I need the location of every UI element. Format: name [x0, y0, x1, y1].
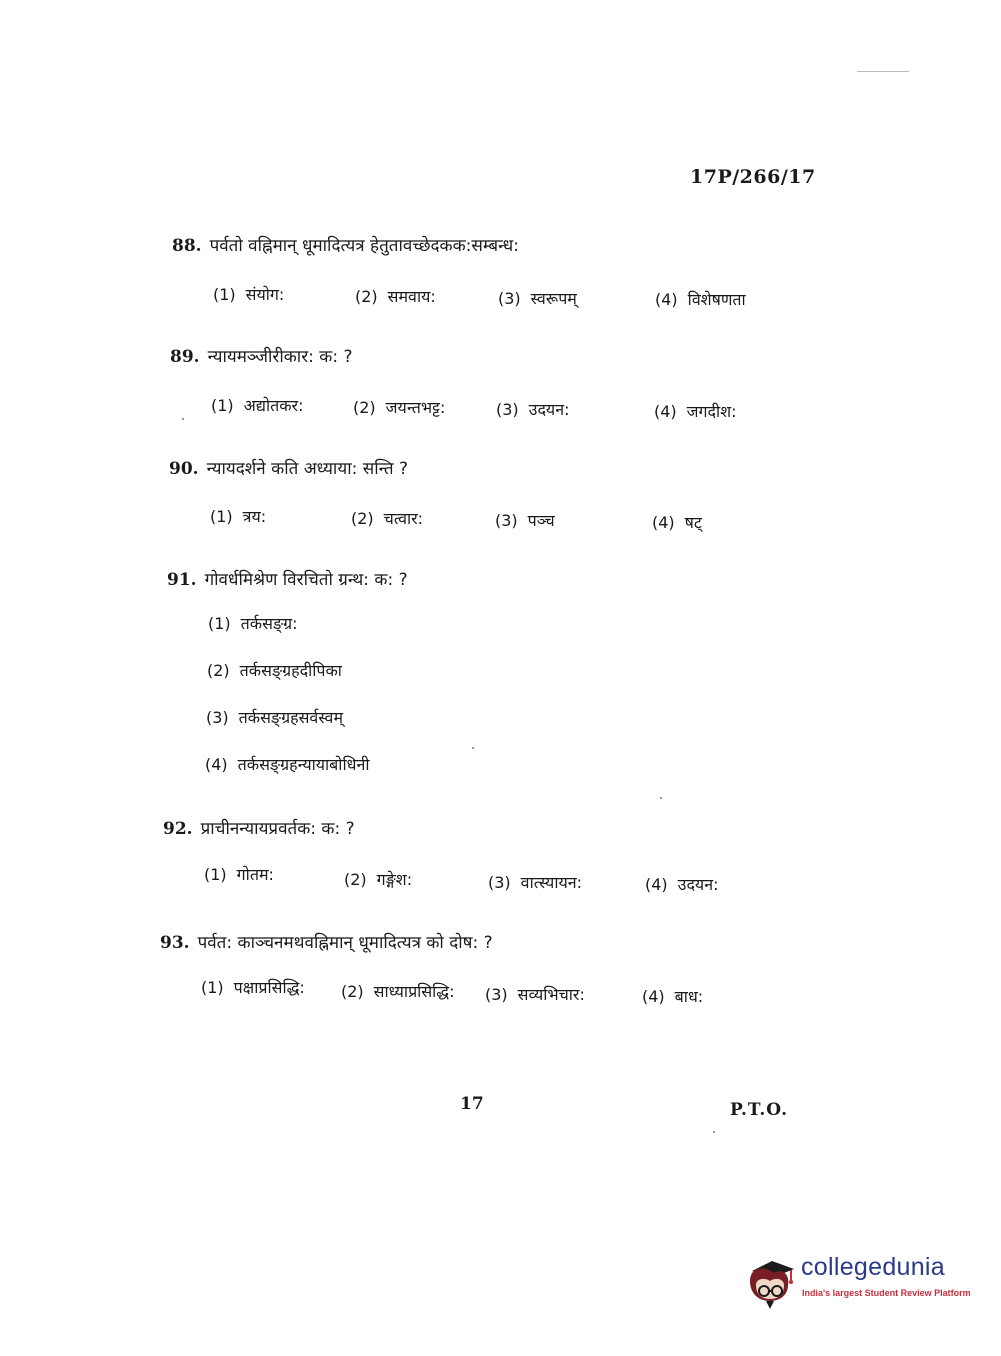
option: (1) अद्योतकर:: [211, 396, 304, 415]
option: (4) तर्कसङ्ग्रहन्यायाबोधिनी: [205, 755, 370, 774]
option: (3) वात्स्यायन:: [488, 873, 583, 892]
logo-wordmark: collegedunia: [801, 1253, 945, 1281]
question-text: न्यायमञ्जीरीकार: क: ?: [207, 347, 353, 367]
option: (3) पञ्च: [495, 511, 555, 530]
question-number: 92.: [163, 819, 193, 839]
question-text: न्यायदर्शने कति अध्याया: सन्ति ?: [206, 459, 408, 479]
option: (3) सव्यभिचार:: [485, 985, 585, 1004]
option: (3) उदयन:: [496, 400, 570, 419]
pto-label: P.T.O.: [730, 1100, 788, 1120]
question-number: 93.: [160, 933, 190, 953]
question-88: [172, 233, 519, 256]
option: (4) षट्: [652, 513, 702, 532]
scan-speck: [660, 797, 662, 799]
option: (1) पक्षाप्रसिद्धि:: [201, 978, 305, 997]
option: (1) त्रय:: [210, 507, 267, 526]
option: (3) तर्कसङ्ग्रहसर्वस्वम्: [206, 708, 344, 727]
page-number: 17: [460, 1094, 484, 1114]
question-91: [167, 567, 408, 590]
option: (2) चत्वार:: [351, 509, 424, 528]
option: (2) जयन्तभट्ट:: [353, 398, 446, 417]
question-number: 89.: [170, 347, 200, 367]
scan-speck: [713, 1131, 715, 1133]
question-90: [169, 456, 408, 479]
option: (3) स्वरूपम्: [498, 289, 577, 308]
option: (1) गोतम:: [204, 865, 274, 884]
paper-code: 17P/266/17: [690, 166, 816, 188]
option: (2) तर्कसङ्ग्रहदीपिका: [207, 661, 342, 680]
question-93: [160, 930, 493, 953]
option: (4) जगदीश:: [654, 402, 737, 421]
question-text: गोवर्धमिश्रेण विरचितो ग्रन्थ: क: ?: [204, 570, 408, 590]
option: (4) उदयन:: [645, 875, 719, 894]
collegedunia-logo: [744, 1251, 969, 1311]
question-text: पर्वत: काञ्चनमथवह्निमान् धूमादित्यत्र को दोष: ?: [197, 933, 493, 953]
question-text: पर्वतो वह्निमान् धूमादित्यत्र हेतुतावच्छेदकक:सम्बन्ध:: [209, 236, 519, 256]
option: (1) संयोग:: [213, 285, 285, 304]
logo-tagline: India's largest Student Review Platform: [802, 1288, 971, 1298]
option: (2) साध्याप्रसिद्धि:: [341, 982, 455, 1001]
question-number: 88.: [172, 236, 202, 256]
question-89: [170, 344, 353, 367]
option: (2) समवाय:: [355, 287, 436, 306]
top-rule: [857, 71, 909, 72]
question-number: 91.: [167, 570, 197, 590]
mascot-icon: [744, 1251, 800, 1311]
scan-speck: [472, 747, 474, 749]
option: (4) बाध:: [642, 987, 704, 1006]
question-92: [163, 816, 355, 839]
option: (2) गङ्गेश:: [344, 870, 413, 889]
option: (1) तर्कसङ्ग्र:: [208, 614, 298, 633]
option: (4) विशेषणता: [655, 290, 746, 309]
question-text: प्राचीनन्यायप्रवर्तक: क: ?: [200, 819, 355, 839]
question-number: 90.: [169, 459, 199, 479]
scan-speck: [182, 418, 184, 420]
